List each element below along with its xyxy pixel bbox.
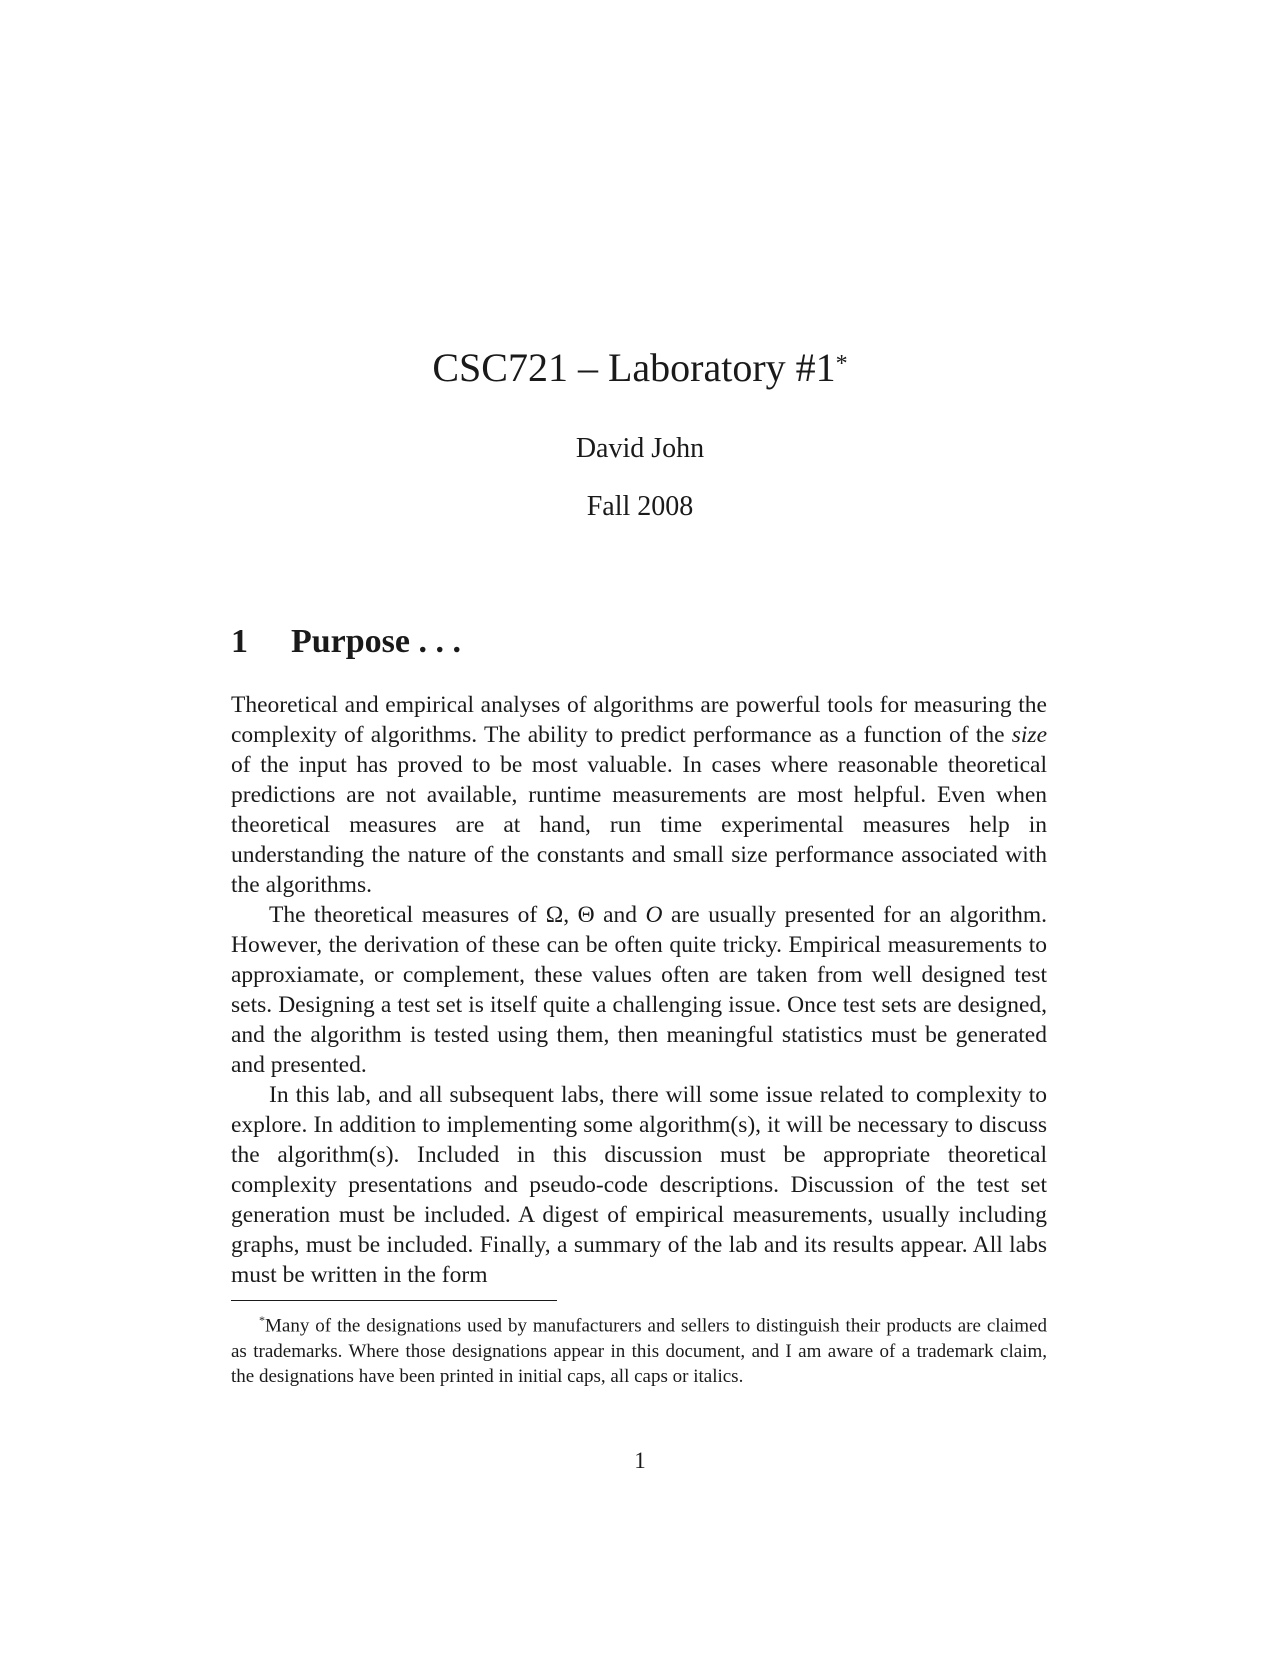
title-footnote-mark: * xyxy=(835,351,848,377)
paragraph-1-part-a: Theoretical and empirical analyses of algorithms are powerful tools for measuring the complexity of algorithms. The ability to predict performance as a function of the xyxy=(231,692,1047,748)
section-title: Purpose . . . xyxy=(291,623,461,660)
page-number: 1 xyxy=(634,1448,646,1473)
footnote-mark: * xyxy=(259,1313,265,1327)
paragraph-2-part-a: The theoretical measures of Ω, Θ and xyxy=(269,902,646,928)
body-text xyxy=(231,690,1047,1290)
paragraph-3: In this lab, and all subsequent labs, there will some issue related to complexity to explore. In addition to implementing some algorithm(s), it will be necessary to discuss the algorithm(s). Included in this discussion must be appropriate theoretical complexity presentations and pseudo-code descriptions. Discussion of the test set generation must be included. A digest of empirical measurements, usually including graphs, must be included. Finally, a summary of the lab and its results appear. All labs must be written in the form xyxy=(231,1082,1047,1288)
author-name: David John xyxy=(575,433,705,464)
document-title xyxy=(0,344,1280,392)
document-date: Fall 2008 xyxy=(586,491,694,522)
title-text: CSC721 – Laboratory #1 xyxy=(432,345,836,390)
paragraph-1 xyxy=(231,690,1047,900)
paragraph-2-emphasis: O xyxy=(645,902,663,928)
section-number: 1 xyxy=(231,623,248,660)
paragraph-1-part-b: of the input has proved to be most valuable. In cases where reasonable theoretical predictions are not available, runtime measurements are most helpful. Even when theoretical measures are at hand, run time experimental measures help in understanding the nature of the constants and small size performance associated with the algorithms. xyxy=(231,752,1047,898)
footnote-divider xyxy=(231,1300,557,1301)
footnote-text: Many of the designations used by manufacturers and sellers to distinguish their products are claimed as trademarks. Where those designations appear in this document, and I am aware of a trademark claim, the designations have been printed in initial caps, all caps or italics. xyxy=(231,1315,1047,1388)
paragraph-1-emphasis: size xyxy=(1011,722,1047,748)
paragraph-2 xyxy=(231,900,1047,1080)
paragraph-2-part-b: are usually presented for an algorithm. However, the derivation of these can be often quite tricky. Empirical measurements to approxiamate, or complement, these values often are taken from well designed test sets. Designing a test set is itself quite a challenging issue. Once test sets are designed, and the algorithm is tested using them, then meaningful statistics must be generated and presented. xyxy=(231,902,1047,1078)
section-heading xyxy=(231,622,461,662)
footnote xyxy=(231,1308,1047,1390)
